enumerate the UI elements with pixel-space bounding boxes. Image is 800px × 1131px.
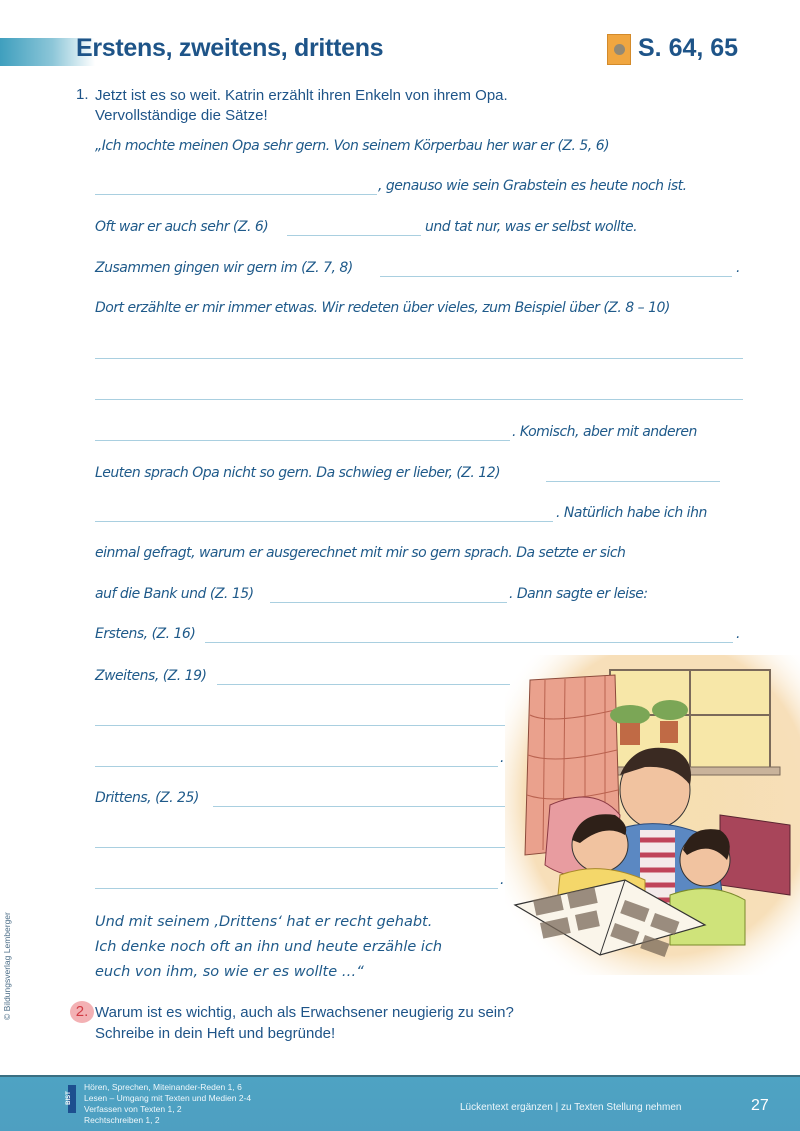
task2-line2: Schreibe in dein Heft und begründe! <box>95 1025 336 1042</box>
row-text: . <box>500 750 504 766</box>
footer-band <box>0 1075 800 1131</box>
page-title: Erstens, zweitens, drittens <box>76 34 384 62</box>
answer-blank-z8-10-line3[interactable] <box>95 440 510 441</box>
answer-blank-z6[interactable] <box>287 235 421 236</box>
text-row <box>95 872 515 894</box>
row-text: Zusammen gingen wir gern im (Z. 7, 8) <box>95 260 353 276</box>
text-row <box>95 750 515 772</box>
answer-blank-z19-line3[interactable] <box>95 766 498 767</box>
row-text: und tat nur, was er selbst wollte. <box>425 219 638 235</box>
answer-blank-z12-line2[interactable] <box>95 521 553 522</box>
task-number-2: 2. <box>70 1001 94 1023</box>
answer-blank-z15[interactable] <box>270 602 507 603</box>
row-text: einmal gefragt, warum er ausgerechnet mit mir so gern sprach. Da setzte er sich <box>95 545 626 561</box>
text-row <box>95 505 755 527</box>
closing-text <box>95 910 442 985</box>
task1-instruction <box>95 86 508 126</box>
task2-line1: Warum ist es wichtig, auch als Erwachsener neugierig zu sein? <box>95 1004 514 1021</box>
row-text: . Dann sagte er leise: <box>509 586 648 602</box>
answer-blank-z16[interactable] <box>205 642 733 643</box>
answer-blank-z7-8[interactable] <box>380 276 732 277</box>
row-text: , genauso wie sein Grabstein es heute noch ist. <box>378 178 687 194</box>
text-row <box>95 668 515 690</box>
text-row <box>95 138 755 160</box>
text-row <box>95 545 755 567</box>
answer-blank-z25-line3[interactable] <box>95 888 498 889</box>
row-text: Erstens, (Z. 16) <box>95 626 196 642</box>
row-text: Oft war er auch sehr (Z. 6) <box>95 219 269 235</box>
task1-instruction-line1: Jetzt ist es so weit. Katrin erzählt ihren Enkeln von ihrem Opa. <box>95 87 508 104</box>
standards-list <box>84 1082 251 1126</box>
row-text: . Natürlich habe ich ihn <box>556 505 707 521</box>
row-text: Zweitens, (Z. 19) <box>95 668 207 684</box>
answer-blank-z25-line2[interactable] <box>95 847 505 848</box>
page-number: 27 <box>751 1097 769 1114</box>
text-row <box>95 424 755 446</box>
text-row <box>95 178 755 200</box>
answer-blank-z19-line2[interactable] <box>95 725 505 726</box>
text-row <box>95 465 755 487</box>
row-text: . <box>736 626 740 642</box>
text-row <box>95 626 755 648</box>
row-text: . <box>500 872 504 888</box>
row-text: Dort erzählte er mir immer etwas. Wir redeten über vieles, zum Beispiel über (Z. 8 – 10) <box>95 300 670 316</box>
row-text: . Komisch, aber mit anderen <box>512 424 697 440</box>
row-text: Drittens, (Z. 25) <box>95 790 199 806</box>
row-text: auf die Bank und (Z. 15) <box>95 586 254 602</box>
answer-blank-z12-line1[interactable] <box>546 481 720 482</box>
text-row <box>95 586 755 608</box>
text-row <box>95 219 755 241</box>
closing-line: Ich denke noch oft an ihn und heute erzähle ich <box>95 939 443 955</box>
answer-blank-z8-10-line2[interactable] <box>95 399 743 400</box>
text-row <box>95 790 515 812</box>
standard-item: Verfassen von Texten 1, 2 <box>84 1104 182 1114</box>
answer-blank-z25-line1[interactable] <box>213 806 505 807</box>
task1-instruction-line2: Vervollständige die Sätze! <box>95 107 268 124</box>
standard-item: Hören, Sprechen, Miteinander-Reden 1, 6 <box>84 1082 242 1092</box>
page-reference: S. 64, 65 <box>638 34 739 62</box>
row-text: Leuten sprach Opa nicht so gern. Da schwieg er lieber, (Z. 12) <box>95 465 501 481</box>
footer-topic: Lückentext ergänzen | zu Texten Stellung nehmen <box>460 1102 682 1113</box>
answer-blank-z8-10-line1[interactable] <box>95 358 743 359</box>
row-text: . <box>736 260 740 276</box>
task2-instruction <box>95 1002 514 1044</box>
standard-item: Lesen – Umgang mit Texten und Medien 2-4 <box>84 1093 252 1103</box>
bist-label: BIST <box>65 1091 72 1105</box>
copyright-notice: © Bildungsverlag Lemberger <box>2 912 12 1020</box>
answer-blank-z19-line1[interactable] <box>217 684 510 685</box>
closing-line: euch von ihm, so wie er es wollte …“ <box>95 964 364 980</box>
text-row <box>95 260 755 282</box>
text-row <box>95 300 755 322</box>
task-number-1: 1. <box>76 86 89 103</box>
row-text: „Ich mochte meinen Opa sehr gern. Von seinem Körperbau her war er (Z. 5, 6) <box>95 138 610 154</box>
bist-tag <box>65 1085 76 1113</box>
illustration-grandfather-children-album <box>505 655 800 975</box>
closing-line: Und mit seinem ‚Drittens‘ hat er recht gehabt. <box>95 914 433 930</box>
book-cover-icon <box>607 34 631 65</box>
standard-item: Rechtschreiben 1, 2 <box>84 1115 160 1125</box>
answer-blank-z5-6[interactable] <box>95 194 377 195</box>
